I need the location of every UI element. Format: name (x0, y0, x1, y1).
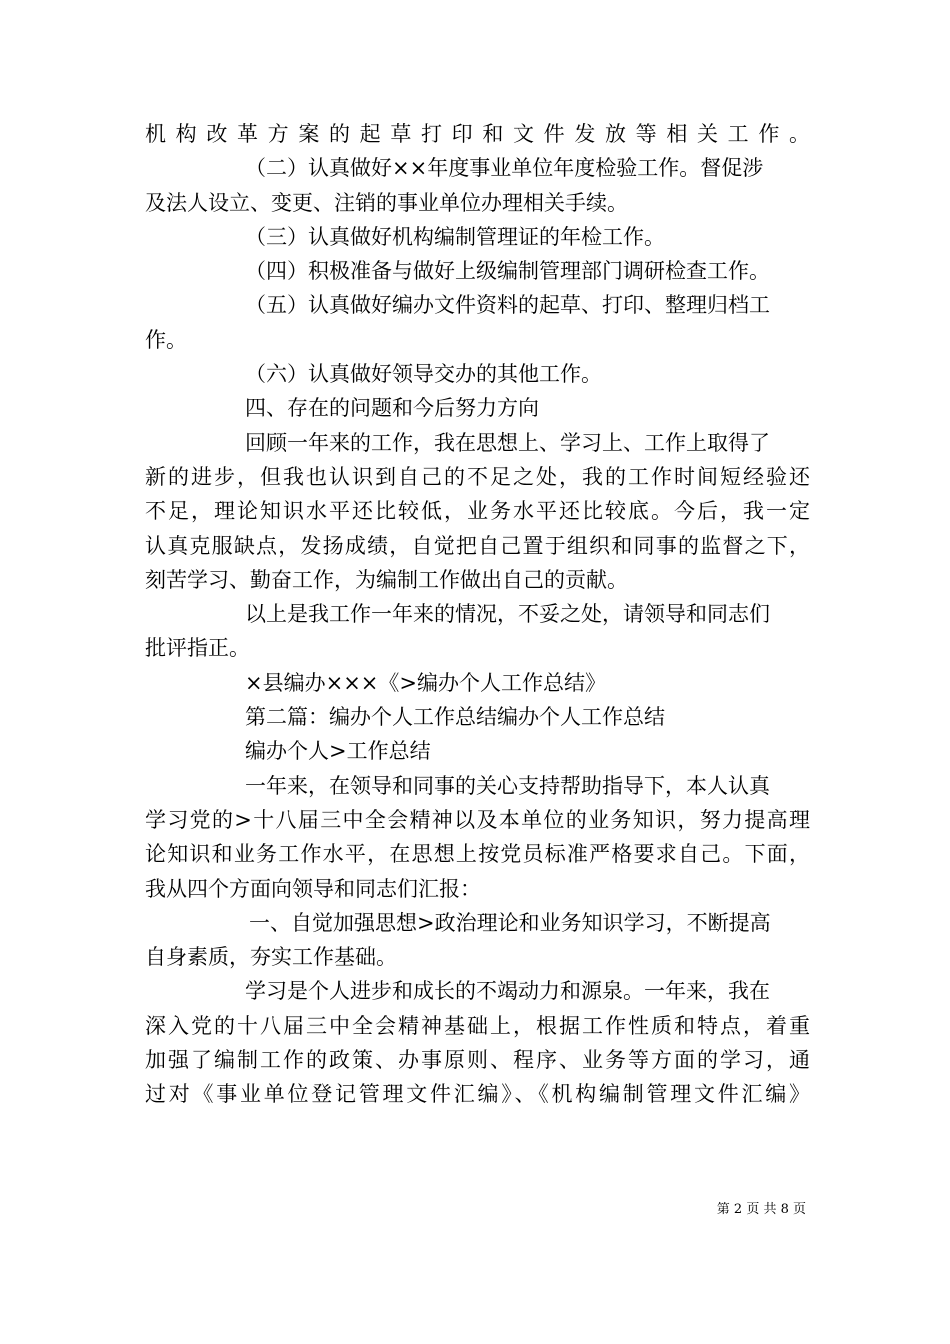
page-number: 第 2 页 共 8 页 (716, 1202, 806, 1217)
text-line: （三）认真做好机构编制管理证的年检工作。 (245, 224, 665, 249)
chapter-title: 第二篇：编办个人工作总结编办个人工作总结 (245, 705, 665, 730)
text-line: 及法人设立、变更、注销的事业单位办理相关手续。 (145, 190, 628, 215)
text-line: （五）认真做好编办文件资料的起草、打印、整理归档工 (245, 293, 770, 318)
text-line: 过对《事业单位登记管理文件汇编》、《机构编制管理文件汇编》 (145, 1082, 810, 1107)
text-line: （二）认真做好××年度事业单位年度检验工作。督促涉 (245, 156, 764, 181)
text-line: 以上是我工作一年来的情况，不妥之处，请领导和同志们 (245, 602, 770, 627)
body-text (145, 117, 810, 1112)
text-line: 机构改革方案的起草打印和文件发放等相关工作。 (145, 122, 810, 146)
text-line: 刻苦学习、勤奋工作，为编制工作做出自己的贡献。 (145, 567, 628, 592)
text-line: 认真克服缺点，发扬成绩，自觉把自己置于组织和同事的监督之下， (145, 533, 810, 558)
text-line: 论知识和业务工作水平，在思想上按党员标准严格要求自己。下面， (145, 842, 810, 867)
signature-line: ×县编办×××《>编办个人工作总结》 (245, 670, 606, 695)
subtitle: 编办个人>工作总结 (245, 739, 431, 764)
text-line: 我从四个方面向领导和同志们汇报： (145, 876, 481, 901)
section-heading: 四、存在的问题和今后努力方向 (245, 396, 539, 421)
text-line: 加强了编制工作的政策、办事原则、程序、业务等方面的学习，通 (145, 1048, 810, 1073)
text-line: 学习是个人进步和成长的不竭动力和源泉。一年来，我在 (245, 979, 770, 1004)
text-line: 深入党的十八届三中全会精神基础上，根据工作性质和特点，着重 (145, 1013, 810, 1038)
text-line: 学习党的>十八届三中全会精神以及本单位的业务知识，努力提高理 (145, 807, 810, 832)
text-line: 批评指正。 (145, 636, 250, 661)
text-line: （六）认真做好领导交办的其他工作。 (245, 362, 602, 387)
text-line: 新的进步，但我也认识到自己的不足之处，我的工作时间短经验还 (145, 464, 810, 489)
text-line: 回顾一年来的工作，我在思想上、学习上、工作上取得了 (245, 430, 770, 455)
text-line: 自身素质，夯实工作基础。 (145, 945, 397, 970)
text-line: 一年来，在领导和同事的关心支持帮助指导下，本人认真 (245, 773, 770, 798)
section-heading: 一、自觉加强思想>政治理论和业务知识学习，不断提高 (249, 910, 771, 935)
text-line: 不足，理论知识水平还比较低，业务水平还比较底。今后，我一定 (145, 499, 810, 524)
text-line: （四）积极准备与做好上级编制管理部门调研检查工作。 (245, 259, 770, 284)
text-line: 作。 (145, 327, 187, 352)
